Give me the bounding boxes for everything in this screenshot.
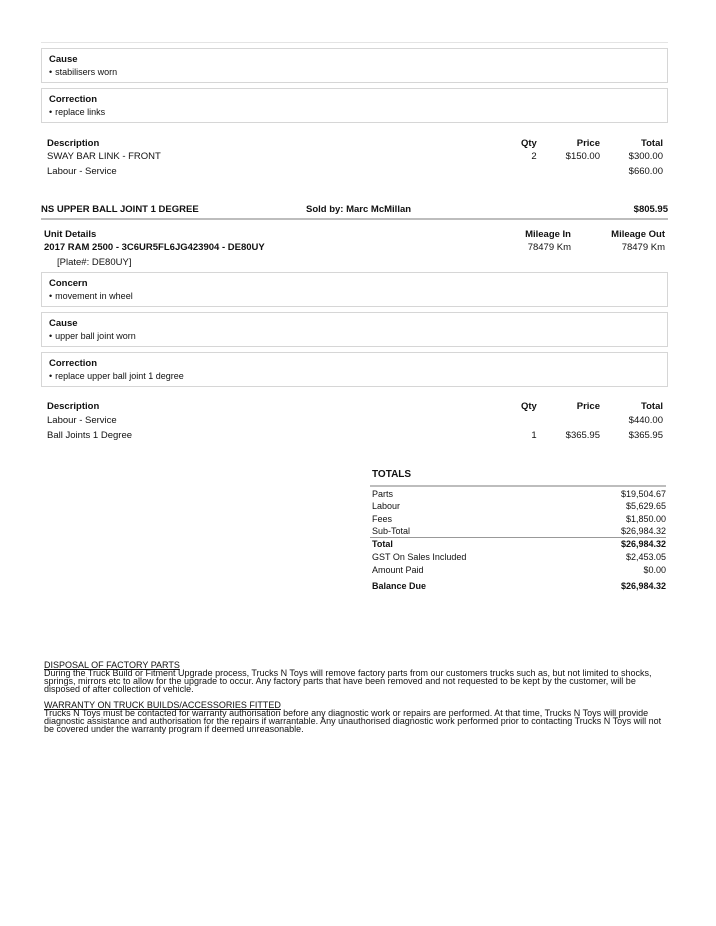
- item-total: $440.00: [628, 415, 663, 426]
- correction-box: [41, 352, 668, 387]
- top-divider: [41, 42, 668, 43]
- col-total-header: Total: [641, 401, 663, 412]
- mileage-out-value: 78479 Km: [621, 242, 665, 253]
- totals-divider: [370, 485, 666, 487]
- col-description-header: Description: [47, 138, 100, 149]
- col-total-header: Total: [641, 138, 663, 149]
- correction-item: • replace links: [49, 107, 106, 117]
- item-description: Labour - Service: [47, 166, 117, 177]
- col-description-header: Description: [47, 401, 100, 412]
- job-amount: $805.95: [633, 204, 668, 215]
- item-description: Labour - Service: [47, 415, 117, 426]
- concern-heading: Concern: [49, 278, 88, 289]
- item-description: SWAY BAR LINK - FRONT: [47, 151, 161, 162]
- item-description: Ball Joints 1 Degree: [47, 430, 133, 441]
- mileage-out-label: Mileage Out: [611, 229, 665, 240]
- correction-heading: Correction: [49, 358, 98, 369]
- item-total: $660.00: [628, 166, 663, 177]
- cause-box: [41, 48, 668, 83]
- concern-box: [41, 272, 668, 307]
- correction-item: • replace upper ball joint 1 degree: [49, 371, 184, 381]
- plate-number: [Plate#: DE80UY]: [57, 257, 132, 268]
- totals-heading: TOTALS: [372, 469, 412, 480]
- col-qty-header: Qty: [521, 138, 537, 149]
- disposal-text: During the Truck Build or Fitment Upgrade process, Trucks N Toys will remove factory parts from our customers trucks such as, but not limited to shocks, springs, mirrors etc to allow for the upgrade to occur. Any factory parts that have been removed and not requested to be kept by the customer, will be disposed of after collection of vehicle.: [44, 668, 652, 694]
- disposal-heading: DISPOSAL OF FACTORY PARTS: [44, 660, 180, 670]
- unit-details-label: Unit Details: [44, 229, 97, 240]
- correction-box: [41, 88, 668, 123]
- warranty-notice: [44, 701, 668, 733]
- col-price-header: Price: [576, 401, 600, 412]
- cause-heading: Cause: [49, 54, 78, 65]
- item-qty: 1: [531, 430, 537, 441]
- warranty-heading: WARRANTY ON TRUCK BUILDS/ACCESSORIES FITTED: [44, 700, 281, 710]
- totals-rule: [370, 537, 666, 538]
- cause-item: • stabilisers worn: [49, 67, 118, 77]
- item-qty: 2: [531, 151, 537, 162]
- unit-details-value: 2017 RAM 2500 - 3C6UR5FL6JG423904 - DE80UY: [44, 242, 265, 253]
- disposal-notice: [44, 661, 668, 693]
- mileage-in-value: 78479 Km: [527, 242, 571, 253]
- item-total: $300.00: [628, 151, 663, 162]
- job-title: NS UPPER BALL JOINT 1 DEGREE: [41, 204, 199, 215]
- correction-heading: Correction: [49, 94, 98, 105]
- col-price-header: Price: [576, 138, 600, 149]
- item-price: $150.00: [565, 151, 600, 162]
- concern-item: • movement in wheel: [49, 291, 133, 301]
- item-total: $365.95: [628, 430, 663, 441]
- warranty-text: Trucks N Toys must be contacted for warranty authorisation before any diagnostic work or repairs are performed. At that time, Trucks N Toys will provide diagnostic assistance and authorisation for the repairs if warrantable. Any unauthorised diagnostic work performed prior to contacting Trucks N Toys will not be covered under the warranty program if deemed unreasonable.: [44, 708, 662, 734]
- cause-heading: Cause: [49, 318, 78, 329]
- item-price: $365.95: [565, 430, 600, 441]
- col-qty-header: Qty: [521, 401, 537, 412]
- cause-box: [41, 312, 668, 347]
- sold-by: Sold by: Marc McMillan: [306, 204, 412, 215]
- job-divider: [41, 218, 668, 220]
- mileage-in-label: Mileage In: [525, 229, 571, 240]
- cause-item: • upper ball joint worn: [49, 331, 136, 341]
